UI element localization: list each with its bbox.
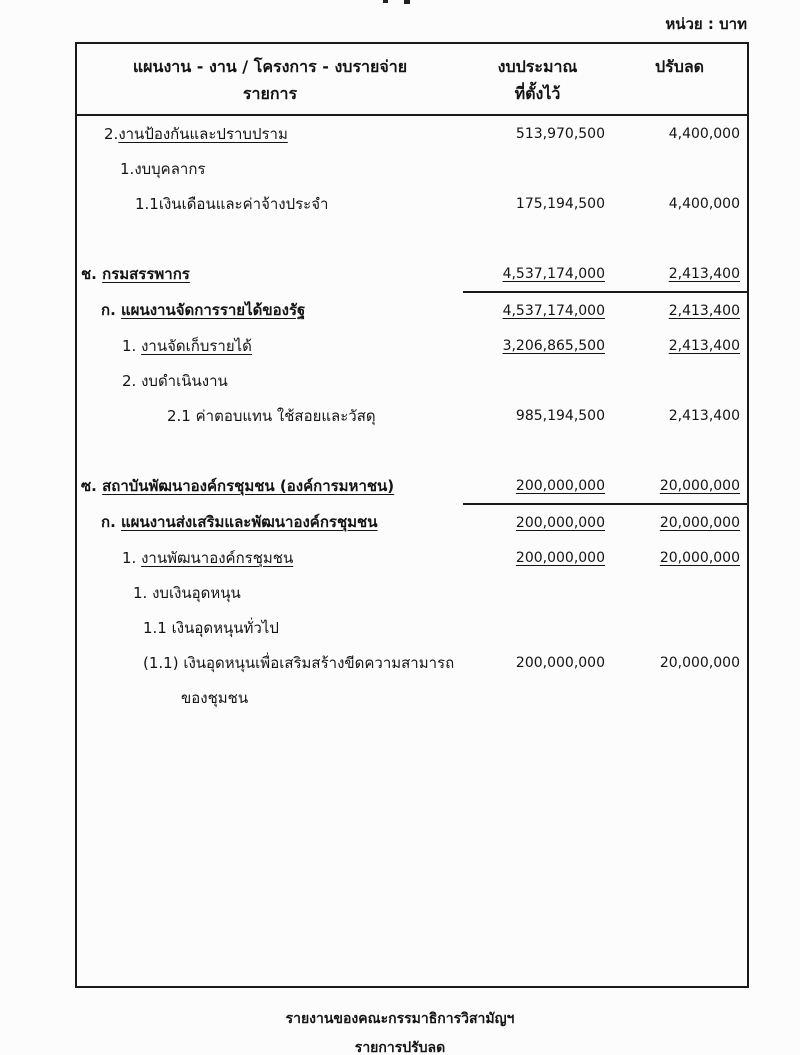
table-row [76,363,748,398]
item-label: งบบุคลากร [134,159,206,178]
reduction-cell [612,221,748,256]
reduction-cell [612,433,748,468]
reduction-cell [612,115,748,151]
budget-cell [463,540,612,575]
item-number-prefix: ช. [81,265,103,283]
item-label: ค่าตอบแทน ใช้สอยและวัสดุ [195,406,376,425]
table-row [76,186,748,221]
item-number-prefix: 1. [133,583,153,602]
header-budget-column [463,43,612,115]
item-cell [76,221,463,256]
budget-cell [463,645,612,680]
item-number-prefix: ซ. [81,477,103,495]
reduction-cell [612,186,748,221]
item-label: งบเงินอุดหนุน [152,583,241,602]
reduction-cell [612,680,748,715]
item-label: ของชุมชน [181,688,249,707]
budget-cell-value: 175,194,500 [515,195,605,212]
budget-cell [463,575,612,610]
budget-cell [463,363,612,398]
budget-cell [463,256,612,292]
budget-cell [463,715,612,987]
item-number-prefix: 1.1 [143,618,172,637]
table-row [76,151,748,186]
reduction-cell [612,398,748,433]
scan-artifact [383,0,388,3]
header-reduction-column [612,43,748,115]
table-row [76,575,748,610]
budget-cell [463,504,612,540]
header-reduction-line1: ปรับลด [654,57,705,76]
item-label: งานพัฒนาองค์กรชุมชน [141,548,294,567]
reduction-cell [612,292,748,328]
item-cell [76,186,463,221]
header-item-column [76,43,463,115]
reduction-cell [612,504,748,540]
header-item-line2: รายการ [242,84,298,103]
item-number-prefix: 1. [120,159,135,178]
scan-artifact [404,0,410,4]
table-row [76,645,748,680]
table-row [76,433,748,468]
footer-subtitle: รายการปรับลด [354,1040,446,1055]
item-cell [76,680,463,715]
table-row [76,328,748,363]
item-label: แผนงานจัดการรายได้ของรัฐ [121,301,306,319]
budget-cell-value: 4,537,174,000 [502,265,605,282]
item-cell [76,575,463,610]
item-cell [76,256,463,292]
item-cell [76,468,463,504]
table-row [76,504,748,540]
item-number-prefix: 1.1 [135,194,159,213]
item-label: กรมสรรพากร [102,265,190,283]
budget-cell-value: 3,206,865,500 [502,337,605,354]
reduction-cell-value: 20,000,000 [659,477,740,494]
item-cell [76,610,463,645]
budget-cell [463,328,612,363]
budget-cell-value: 513,970,500 [515,125,605,142]
reduction-cell-value: 20,000,000 [659,514,740,531]
budget-cell [463,398,612,433]
reduction-cell [612,328,748,363]
budget-cell-value: 985,194,500 [515,407,605,424]
reduction-cell-value: 2,413,400 [668,265,740,282]
item-number-prefix: 1. [122,548,142,567]
item-number-prefix: 1. [122,336,142,355]
budget-cell [463,468,612,504]
item-cell [76,292,463,328]
reduction-cell [612,468,748,504]
item-cell [76,151,463,186]
item-label: สถาบันพัฒนาองค์กรชุมชน (องค์การมหาชน) [102,477,395,495]
item-label: งานจัดเก็บรายได้ [141,336,252,355]
item-cell [76,363,463,398]
item-cell [76,504,463,540]
item-cell [76,715,463,987]
budget-cell-value: 4,537,174,000 [502,302,605,319]
table-row [76,115,748,151]
item-label: เงินอุดหนุนทั่วไป [171,618,279,637]
budget-cell [463,680,612,715]
reduction-cell [612,151,748,186]
header-budget-line2: ที่ตั้งไว้ [514,84,561,103]
budget-cell [463,186,612,221]
item-number-prefix: (1.1) [143,653,184,672]
item-cell [76,645,463,680]
reduction-cell [612,256,748,292]
budget-cell [463,115,612,151]
item-number-prefix: 2.1 [167,406,196,425]
reduction-cell-value: 20,000,000 [659,654,740,671]
budget-cell [463,292,612,328]
footer-report-title: รายงานของคณะกรรมาธิการวิสามัญฯ [285,1011,515,1027]
reduction-cell-value: 2,413,400 [668,302,740,319]
budget-table [75,42,749,988]
reduction-cell-value: 20,000,000 [659,549,740,566]
budget-cell [463,221,612,256]
unit-label: หน่วย : บาท [665,15,747,33]
item-cell [76,398,463,433]
reduction-cell-value: 2,413,400 [668,337,740,354]
budget-cell-value: 200,000,000 [515,514,605,531]
table-row [76,468,748,504]
reduction-cell [612,540,748,575]
reduction-cell-value: 4,400,000 [668,195,740,212]
budget-cell [463,610,612,645]
table-header-row [76,43,748,115]
empty-filler-row [76,715,748,987]
item-cell [76,115,463,151]
budget-cell [463,151,612,186]
item-label: เงินอุดหนุนเพื่อเสริมสร้างขีดความสามารถ [183,653,455,672]
reduction-cell [612,363,748,398]
table-row [76,680,748,715]
budget-cell-value: 200,000,000 [515,549,605,566]
reduction-cell [612,715,748,987]
reduction-cell-value: 2,413,400 [668,407,740,424]
item-number-prefix: 2. [104,124,119,143]
reduction-cell-value: 4,400,000 [668,125,740,142]
table-row [76,256,748,292]
budget-cell-value: 200,000,000 [515,477,605,494]
item-cell [76,540,463,575]
item-cell [76,433,463,468]
item-label: แผนงานส่งเสริมและพัฒนาองค์กรชุมชน [121,513,378,531]
table-row [76,221,748,256]
table-row [76,292,748,328]
header-budget-line1: งบประมาณ [497,57,578,76]
item-number-prefix: ก. [101,301,122,319]
item-label: งบดำเนินงาน [141,371,228,390]
budget-cell [463,433,612,468]
item-label: งานป้องกันและปราบปราม [118,124,288,143]
item-number-prefix: 2. [122,371,142,390]
reduction-cell [612,610,748,645]
item-label: เงินเดือนและค่าจ้างประจำ [158,194,329,213]
reduction-cell [612,575,748,610]
budget-cell-value: 200,000,000 [515,654,605,671]
table-row [76,398,748,433]
item-number-prefix: ก. [101,513,122,531]
reduction-cell [612,645,748,680]
header-item-line1: แผนงาน - งาน / โครงการ - งบรายจ่าย [132,57,408,76]
item-cell [76,328,463,363]
table-row [76,540,748,575]
table-row [76,610,748,645]
